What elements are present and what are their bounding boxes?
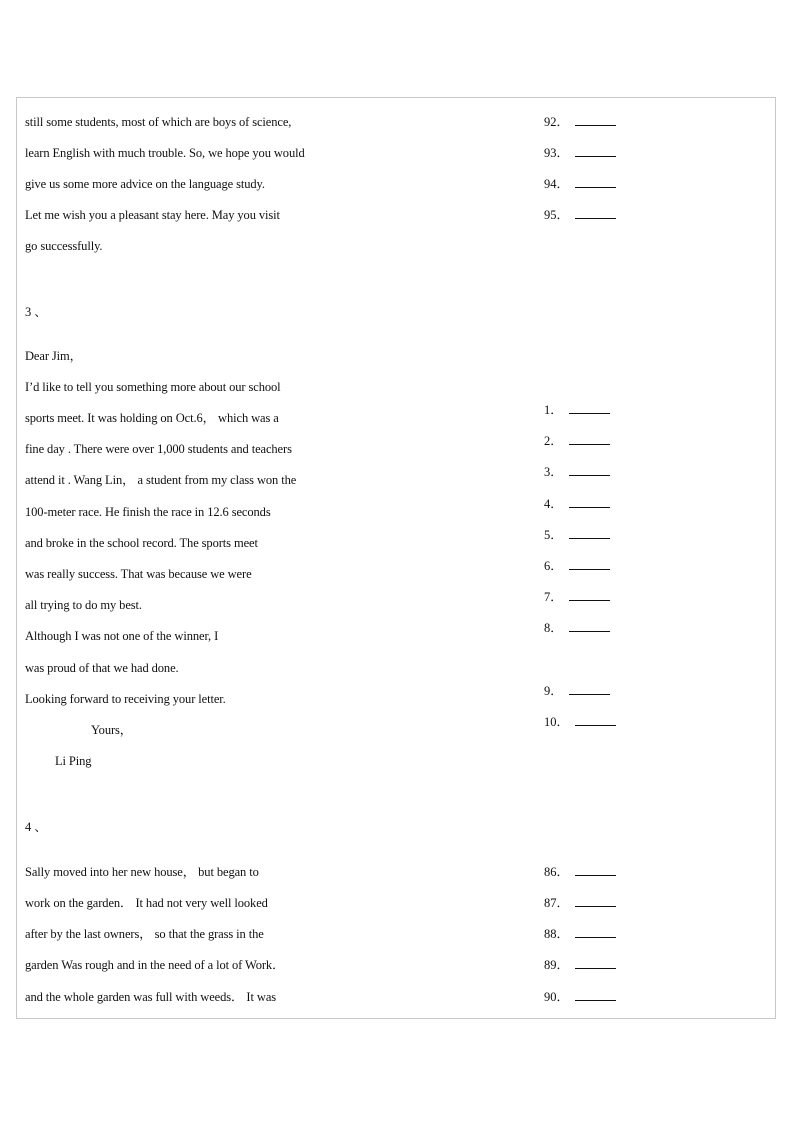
letter-line: was proud of that we had done. <box>25 661 179 675</box>
answer-blank[interactable] <box>575 896 616 907</box>
answer-item <box>544 433 610 449</box>
answer-blank[interactable] <box>575 715 616 726</box>
passage-line: learn English with much trouble. So, we hope you would <box>25 146 305 160</box>
answer-number: 95． <box>544 208 570 222</box>
answer-item <box>544 176 616 192</box>
letter-line: sports meet. It was holding on Oct.6， which was a <box>25 411 279 425</box>
answer-item <box>544 496 610 512</box>
letter-line: Looking forward to receiving your letter. <box>25 692 226 706</box>
answer-blank[interactable] <box>569 684 610 695</box>
passage-line: Sally moved into her new house， but began to <box>25 865 259 879</box>
letter-line: and broke in the school record. The sports meet <box>25 536 258 550</box>
letter-signature: Li Ping <box>55 754 92 768</box>
answer-item <box>544 145 616 161</box>
answer-item <box>544 683 610 699</box>
letter-line: attend it . Wang Lin， a student from my class won the <box>25 473 297 487</box>
answer-blank[interactable] <box>575 990 616 1001</box>
passage-line: work on the garden． It had not very well looked <box>25 896 268 910</box>
answer-blank[interactable] <box>575 146 616 157</box>
passage-line: give us some more advice on the language study. <box>25 177 265 191</box>
answer-blank[interactable] <box>569 465 610 476</box>
answer-item <box>544 620 610 636</box>
passage-line: after by the last owners， so that the grass in the <box>25 927 264 941</box>
answer-number: 2． <box>544 434 563 448</box>
answer-item <box>544 714 616 730</box>
answer-item <box>544 989 616 1005</box>
answer-number: 87． <box>544 896 570 910</box>
answer-number: 86． <box>544 865 570 879</box>
letter-line: fine day . There were over 1,000 students and teachers <box>25 442 292 456</box>
letter-line: I’d like to tell you something more about our school <box>25 380 281 394</box>
answer-blank[interactable] <box>575 208 616 219</box>
answer-number: 6． <box>544 559 563 573</box>
letter-line: was really success. That was because we were <box>25 567 252 581</box>
answer-item <box>544 558 610 574</box>
answer-number: 90． <box>544 990 570 1004</box>
passage-line: and the whole garden was full with weeds． It was <box>25 990 277 1004</box>
answer-item <box>544 589 610 605</box>
passage-line: go successfully. <box>25 239 103 253</box>
answer-item <box>544 464 610 480</box>
answer-blank[interactable] <box>575 927 616 938</box>
answer-number: 94． <box>544 177 570 191</box>
answer-number: 10． <box>544 715 570 729</box>
answer-number: 7． <box>544 590 563 604</box>
answer-number: 4． <box>544 497 563 511</box>
answer-blank[interactable] <box>569 434 610 445</box>
answer-number: 1． <box>544 403 563 417</box>
section-4-heading: 4 、 <box>25 820 47 834</box>
answer-blank[interactable] <box>575 115 616 126</box>
letter-closing: Yours， <box>91 723 133 737</box>
passage-line: Let me wish you a pleasant stay here. May you visit <box>25 208 280 222</box>
answer-blank[interactable] <box>569 528 610 539</box>
answer-blank[interactable] <box>569 621 610 632</box>
answer-item <box>544 895 616 911</box>
answer-item <box>544 527 610 543</box>
section-3-heading: 3 、 <box>25 305 47 319</box>
passage-line: garden Was rough and in the need of a lot of Work． <box>25 958 285 972</box>
answer-number: 9． <box>544 684 563 698</box>
answer-number: 93． <box>544 146 570 160</box>
worksheet-frame <box>16 97 776 1019</box>
answer-blank[interactable] <box>575 958 616 969</box>
answer-item <box>544 402 610 418</box>
answer-item <box>544 207 616 223</box>
answer-blank[interactable] <box>575 865 616 876</box>
answer-number: 88． <box>544 927 570 941</box>
answer-item <box>544 926 616 942</box>
answer-blank[interactable] <box>569 497 610 508</box>
answer-blank[interactable] <box>575 177 616 188</box>
answer-number: 3． <box>544 465 563 479</box>
answer-number: 89． <box>544 958 570 972</box>
answer-item <box>544 114 616 130</box>
letter-line: Although I was not one of the winner, I <box>25 629 219 643</box>
letter-line: 100-meter race. He finish the race in 12.6 seconds <box>25 505 271 519</box>
answer-item <box>544 957 616 973</box>
answer-item <box>544 864 616 880</box>
answer-number: 5． <box>544 528 563 542</box>
answer-number: 92． <box>544 115 570 129</box>
passage-line: still some students, most of which are boys of science, <box>25 115 292 129</box>
answer-blank[interactable] <box>569 559 610 570</box>
answer-blank[interactable] <box>569 590 610 601</box>
letter-line: Dear Jim， <box>25 349 83 363</box>
answer-blank[interactable] <box>569 403 610 414</box>
answer-number: 8． <box>544 621 563 635</box>
letter-line: all trying to do my best. <box>25 598 142 612</box>
